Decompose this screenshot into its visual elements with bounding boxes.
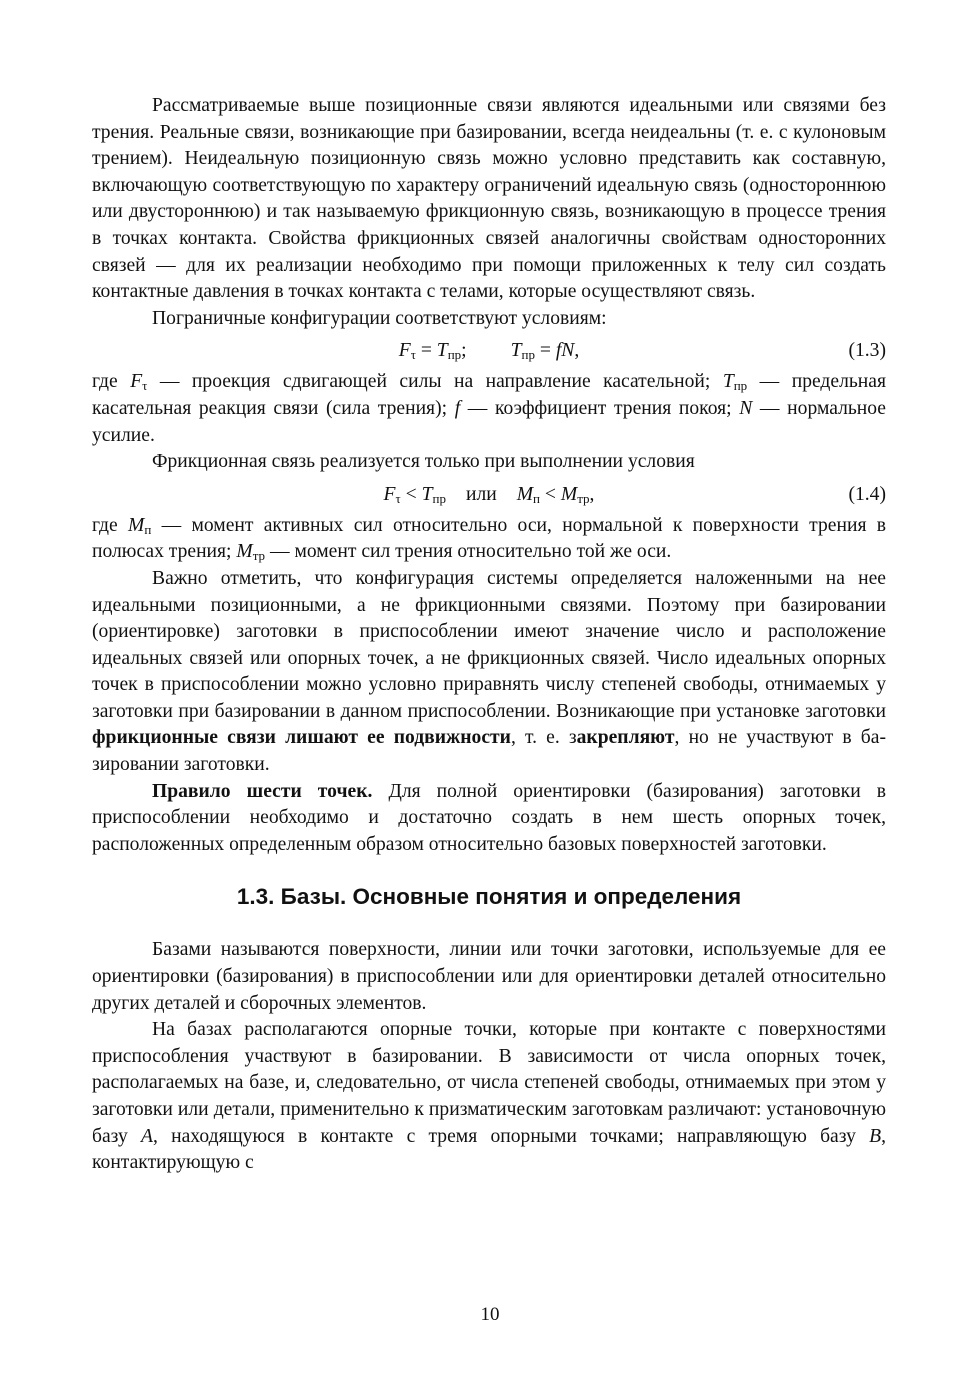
paragraph-support-points: На базах располагаются опорные точки, которые при контакте с поверхностями приспособления участвуют в базировании. В зависимости от числа опорных точек, располагаемых на базе, и, следовательно, от числа степеней свободы, отнимаемых при этом у заготовки или детали, применительно к призматическим заготовкам различают: установочную базу A, находящуюся в контакте с тремя опорными точками; направляющую базу B, контактирующую с [92,1019,886,1174]
formula-number: (1.4) [848,483,886,505]
page-number: 10 [480,1304,500,1325]
paragraph-formula-1-3-legend: где $F_\tau$ — проекция сдвигающей силы на направление касательной; $T_{пр}$ — предельная касательная реакция связи (сила трения); f — коэффициент трения покоя; N — нормальное усилие. [92,371,887,446]
rule-title: Правило шести точек. [152,780,373,802]
paragraph-bases-definition: Базами называются поверхности, линии или точки заготовки, используемые для ее ориентировки (базирования) в приспособлении или для ориентировки деталей относительно других деталей и сборочных элементов. [92,939,886,1014]
formula-1-4 [92,482,886,509]
paragraph-ideal-constraints: Рассматриваемые выше позиционные связи являются идеальными или связями без трения. Реальные связи, возникающие при базировании, всегда неидеальны (т. е. с кулоновым трением). Неидеальную позиционную связь можно условно представить как составную, включающую соответствующую по характеру ограничений идеальную связь (одностороннюю или двустороннюю) и так называемую фрикционную связь, возникающую в процессе трения в точках контакта. Свойства фрикционных связей аналогичны свойствам односторонних связей — для их реализации необходимо при помощи приложенных к телу сил создать контактные давления в точках контакта с телами, которые осуществляют связь. [92,95,886,303]
formula-1-3-body: $F_\tau = T_{пр}$; $T_{пр}$ = fN, [398,340,580,363]
paragraph-configuration-note: Важно отметить, что конфигурация системы определяется наложенными на нее идеальными позиционными, а не фрикционными связями. Поэтому при базировании (ориентировке) заготовки в приспособлении имеют значение число и расположение идеальных связей или опорных точек, а не фрикционных связей. Число идеальных опорных точек в приспособлении можно условно приравнять числу степеней свободы, отнимаемых у заготовки при базировании в данном приспособлении. Возникающие при установке заготовки фрикционные связи лишают ее подвижности, т. е. закрепляют, но не участвуют в базировании заготовки. [92,567,887,776]
paragraph-friction-condition: Фрикционная связь реализуется только при выполнении условия [152,451,695,473]
formula-1-3 [92,338,886,365]
section-heading: 1.3. Базы. Основные понятия и определения [236,884,742,910]
document-page [92,93,886,1177]
paragraph-formula-1-4-legend: где $M_п$ — момент активных сил относительно оси, нормальной к поверхности трения в полюсах трения; $M_{тр}$ — момент сил трения относительно той же оси. [92,514,886,564]
formula-1-4-body: $F_\tau < T_{пр}$ или $M_п < M_{тр}$, [383,483,595,506]
paragraph-six-point-rule: Правило шести точек. Для полной ориентировки (базирования) заготовки в приспособлении необходимо и достаточно создать в нем шесть опорных точек, расположенных определенным образом относительно базовых поверхностей заготовки. [92,780,886,855]
paragraph-boundary-configurations: Пограничные конфигурации соответствуют условиям: [152,307,607,329]
formula-number: (1.3) [848,340,886,362]
